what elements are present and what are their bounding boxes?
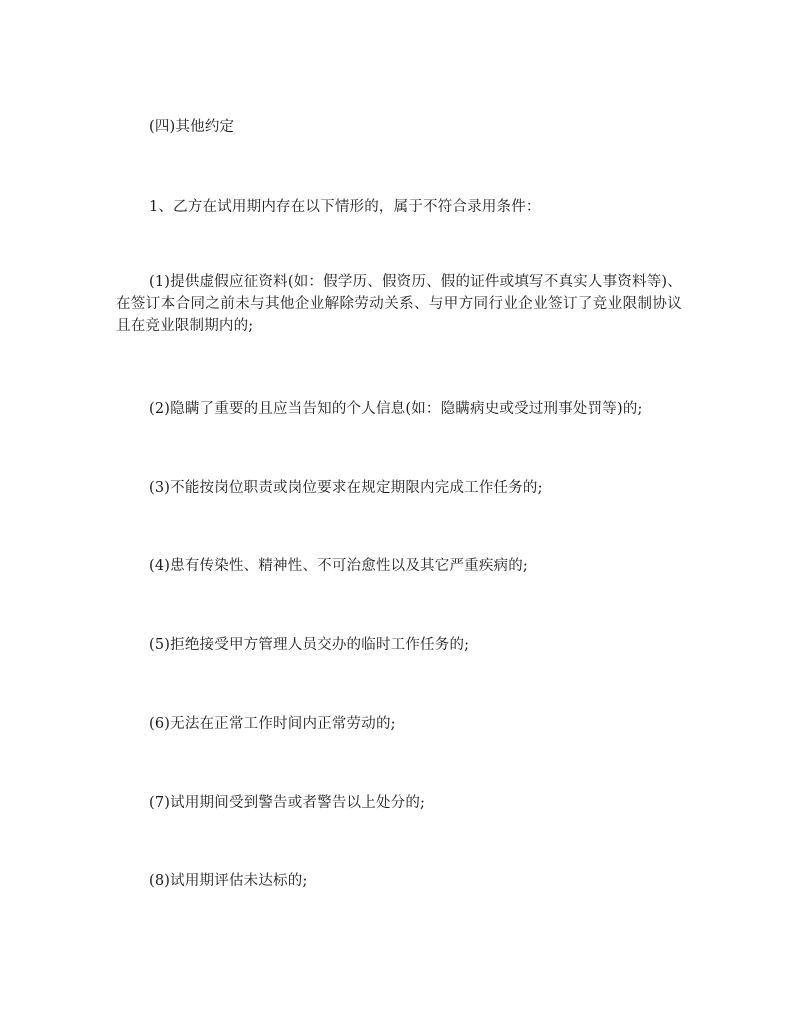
- list-item: (8)试用期评估未达标的;: [149, 873, 308, 889]
- list-item: (2)隐瞒了重要的且应当告知的个人信息(如：隐瞒病史或受过刑事处罚等)的;: [149, 401, 643, 417]
- list-item: (6)无法在正常工作时间内正常劳动的;: [149, 716, 396, 732]
- list-item: (5)拒绝接受甲方管理人员交办的临时工作任务的;: [149, 637, 470, 653]
- clause-intro: 1、乙方在试用期内存在以下情形的，属于不符合录用条件：: [149, 199, 541, 215]
- list-item: (4)患有传染性、精神性、不可治愈性以及其它严重疾病的;: [149, 558, 529, 574]
- section-heading: (四)其他约定: [149, 119, 235, 135]
- list-item: (3)不能按岗位职责或岗位要求在规定期限内完成工作任务的;: [149, 480, 543, 496]
- list-item: (7)试用期间受到警告或者警告以上处分的;: [149, 795, 426, 811]
- list-item: (1)提供虚假应征资料(如：假学历、假资历、假的证件或填写不真实人事资料等)、在签订本合同之前未与其他企业解除劳动关系、与甲方同行业企业签订了竞业限制协议且在竞业限制期内的;: [116, 274, 682, 334]
